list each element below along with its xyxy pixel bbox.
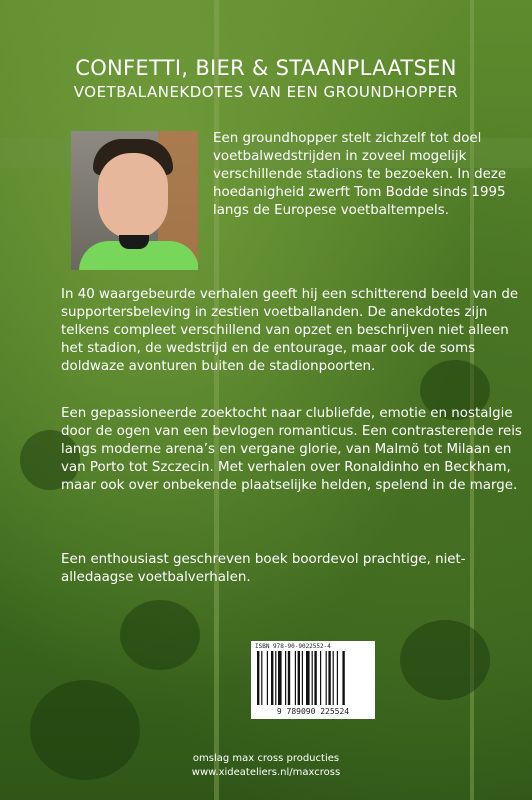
barcode-bars: [257, 651, 369, 705]
description-paragraph-3: Een enthousiast geschreven boek boordevol prachtige, niet-alledaagse voetbalverhalen.: [61, 552, 466, 585]
cover-credit: omslag max cross producties: [192, 753, 340, 764]
book-subtitle: VOETBALANEKDOTES VAN EEN GROUNDHOPPER: [73, 83, 459, 101]
background-crowd: [400, 620, 490, 700]
isbn-digits: 9 789090 225524: [276, 707, 350, 716]
description-paragraph-2: Een gepassioneerde zoektocht naar clubliefde, emotie en nostalgie door de ogen van een bevlogen romanticus. Een contrasterende reis langs moderne arena’s en vergane glorie, van Malmö tot Milaan en van Porto tot Szczecin. Met verhalen over Ronaldinho en Beckham, maar ook over onbekende plaatselijke helden, spelend in de marge.: [61, 406, 522, 493]
background-pole: [214, 0, 219, 800]
cover-credit-url: www.xideateliers.nl/maxcross: [191, 767, 341, 778]
description-paragraph-1: In 40 waargebeurde verhalen geeft hij een schitterend beeld van de supportersbeleving in zestien voetballanden. De anekdotes zijn telkens compleet verschillend van opzet en beschrijven niet alleen het stadion, de wedstrijd en de entourage, maar ook de soms doldwaze avonturen buiten de stadionpoorten.: [61, 287, 519, 374]
background-crowd: [120, 600, 200, 670]
isbn-barcode: [251, 641, 375, 719]
isbn-label: ISBN 978-90-9022552-4: [255, 643, 331, 650]
author-photo: [71, 131, 198, 270]
book-title: CONFETTI, BIER & STAANPLAATSEN: [75, 56, 457, 80]
background-crowd: [30, 680, 140, 780]
intro-paragraph: Een groundhopper stelt zichzelf tot doel voetbalwedstrijden in zoveel mogelijk verschillende stadions te bezoeken. In deze hoedanigheid zwerft Tom Bodde sinds 1995 langs de Europese voetbaltempels.: [213, 131, 507, 218]
